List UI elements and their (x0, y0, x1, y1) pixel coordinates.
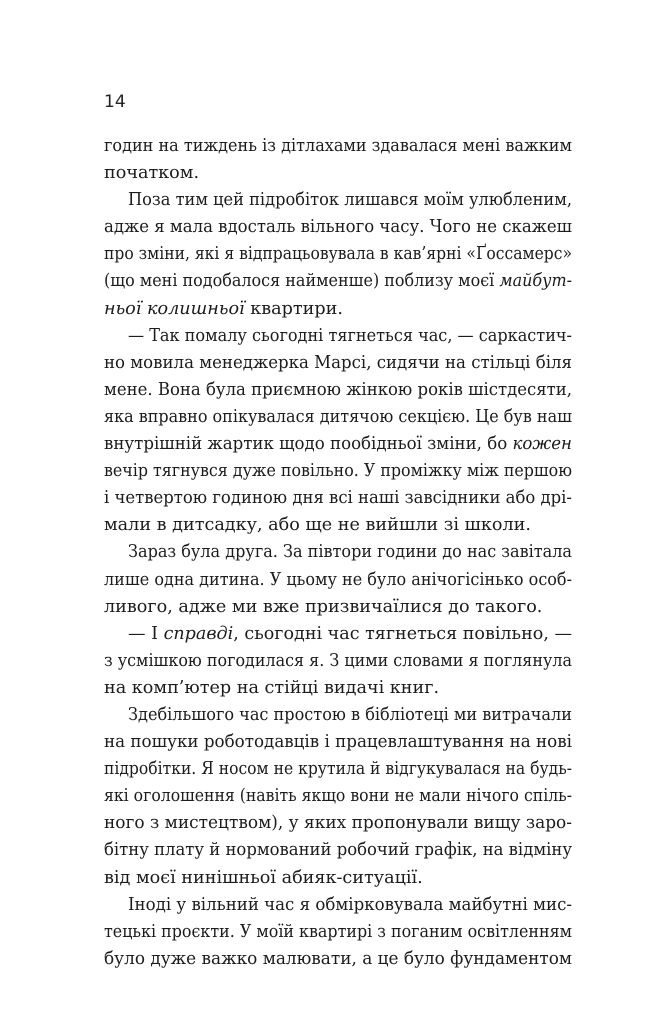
text-run: Іноді у вільний час я обмірковувала майбутні мис- (128, 894, 572, 915)
text-run: від моєї нинішньої абияк-ситуації. (104, 867, 423, 888)
text-line (104, 783, 572, 810)
text-run: Поза тим цей підробіток лишався моїм улюбленим, (128, 190, 572, 211)
text-line (104, 865, 572, 892)
text-line (104, 810, 572, 837)
text-run: , сьогодні час тягнеться повільно, — (233, 623, 572, 644)
text-line (104, 648, 572, 675)
body-text (104, 133, 572, 973)
text-run: лише одна дитина. У цьому не було анічогісінько особ- (104, 569, 572, 590)
text-run: годин на тиждень із дітлахами здавалася мені важким (104, 136, 572, 156)
text-line (104, 350, 572, 377)
text-line (104, 539, 572, 566)
text-run: тецькі проєкти. У моїй квартирі з поганим освітленням (104, 921, 572, 942)
text-run: мали в дитсадку, або ще не вийшли зі школи. (104, 515, 531, 536)
text-line (104, 214, 572, 241)
text-line (104, 485, 572, 512)
text-line (104, 512, 572, 539)
text-line (104, 377, 572, 404)
text-run: ливого, адже ми вже призвичаїлися до такого. (104, 596, 543, 617)
text-run: Здебільшого час простою в бібліотеці ми витрачали (128, 704, 572, 725)
text-line (104, 241, 572, 268)
text-line (104, 458, 572, 485)
page-number: 14 (104, 92, 126, 112)
text-run: підробітки. Я носом не крутила й відгукувалася на будь- (104, 759, 572, 780)
text-run: — Так помалу сьогодні тягнеться час, — саркастич- (128, 325, 572, 346)
text-run: Зараз була друга. За півтори години до нас завітала (128, 542, 572, 563)
text-line (104, 594, 572, 621)
text-run: бітну плату й нормований робочий графік, на відміну (104, 840, 572, 861)
italic-text: справді (163, 623, 234, 644)
text-line (104, 675, 572, 702)
text-run: про зміни, які я відпрацьовувала в кав’ярні «Ґоссамерс» (104, 244, 572, 265)
italic-text: майбут- (499, 271, 572, 292)
text-run: ного з мистецтвом), у яких пропонували вищу заро- (104, 813, 572, 834)
text-run: — І (128, 623, 164, 644)
text-line (104, 160, 572, 187)
text-line (104, 296, 572, 323)
text-run: мене. Вона була приємною жінкою років шістдесяти, (104, 379, 572, 400)
text-line (104, 919, 572, 946)
text-line (104, 756, 572, 783)
text-run: вечір тягнувся дуже повільно. У проміжку між першою (104, 461, 572, 482)
text-run: початком. (104, 163, 200, 184)
text-line (104, 404, 572, 431)
text-line (104, 323, 572, 350)
text-line (104, 431, 572, 458)
text-run: адже я мала вдосталь вільного часу. Чого не скажеш (104, 217, 572, 238)
text-run: на комп’ютер на стійці видачі книг. (104, 677, 440, 698)
text-run: но мовила менеджерка Марсі, сидячи на стільці біля (104, 352, 572, 373)
text-line (104, 621, 572, 648)
text-run: внутрішній жартик щодо пообідньої зміни, бо (104, 434, 513, 455)
text-line (104, 567, 572, 594)
text-line (104, 729, 572, 756)
text-run: (що мені подобалося найменше) поблизу моєї (104, 271, 500, 292)
text-line (104, 268, 572, 295)
text-line (104, 187, 572, 214)
text-run: квартири. (244, 298, 343, 319)
text-line (104, 702, 572, 729)
text-line (104, 133, 572, 160)
text-run: і четвертою годиною дня всі наші завсідники або дрі- (104, 488, 572, 509)
text-run: яка вправно опікувалася дитячою секцією. Це був наш (104, 406, 572, 427)
text-run: було дуже важко малювати, а це було фундаментом (104, 948, 572, 969)
text-line (104, 946, 572, 973)
italic-text: кожен (512, 434, 572, 455)
text-run: з усмішкою погодилася я. З цими словами я поглянула (104, 650, 572, 671)
italic-text: ньої колишньої (104, 298, 245, 319)
text-line (104, 892, 572, 919)
text-run: які оголошення (навіть якщо вони не мали нічого спіль- (104, 786, 572, 807)
text-line (104, 837, 572, 864)
text-run: на пошуки роботодавців і працевлаштування на нові (104, 732, 572, 753)
